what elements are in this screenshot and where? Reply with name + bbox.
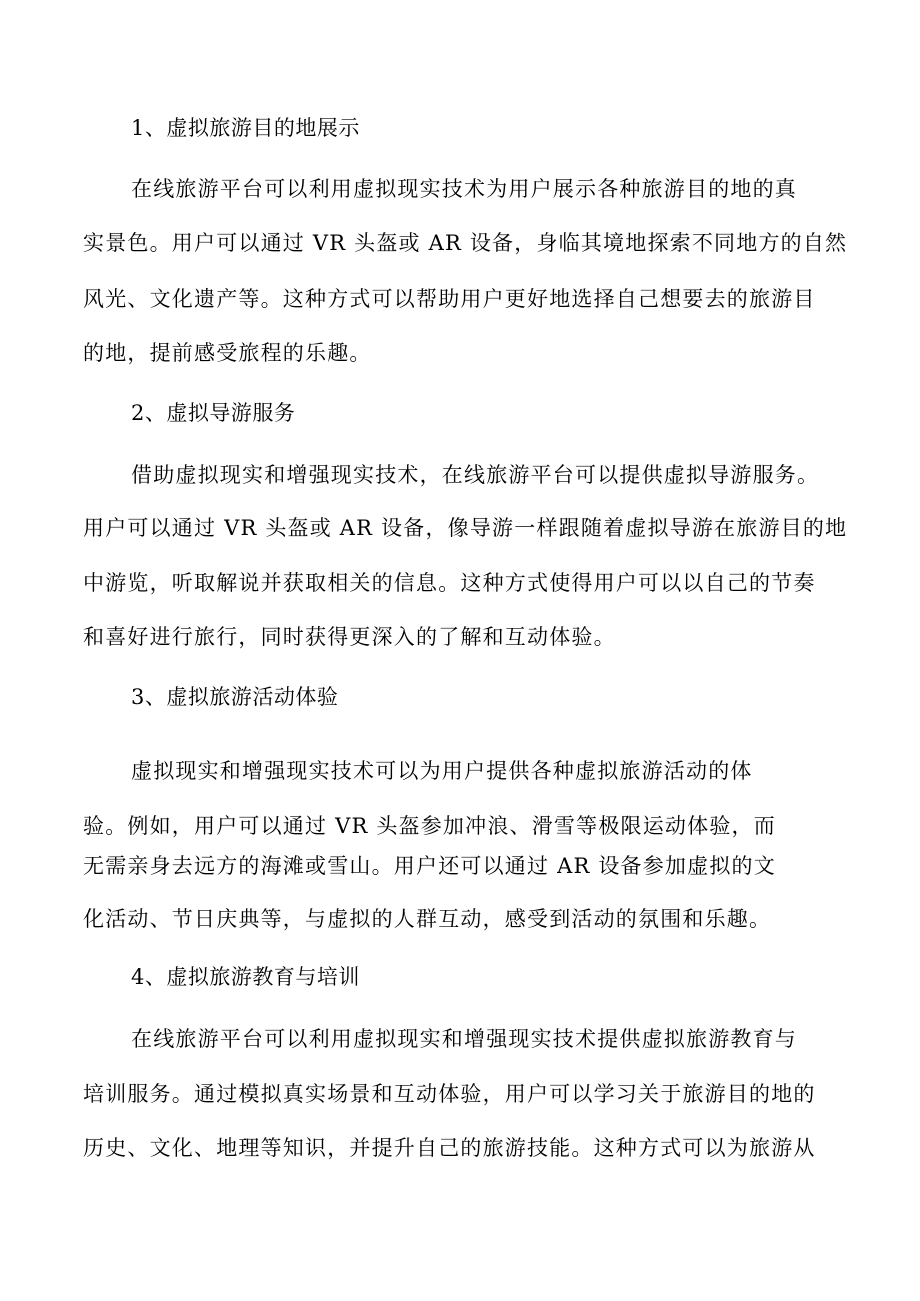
section-4-line-3: 历史、文化、地理等知识，并提升自己的旅游技能。这种方式可以为旅游从 [83,1136,816,1160]
section-3-line-4: 化活动、节日庆典等，与虚拟的人群互动，感受到活动的氛围和乐趣。 [83,907,772,931]
section-1-line-4: 的地，提前感受旅程的乐趣。 [83,341,372,365]
section-3-line-3: 无需亲身去远方的海滩或雪山。用户还可以通过 AR 设备参加虚拟的文 [83,854,776,878]
section-1-line-1: 在线旅游平台可以利用虚拟现实技术为用户展示各种旅游目的地的真 [131,177,797,201]
section-3-line-2: 验。例如，用户可以通过 VR 头盔参加冲浪、滑雪等极限运动体验，而 [83,814,776,838]
section-2-heading: 2、虚拟导游服务 [131,401,296,425]
section-1-line-2: 实景色。用户可以通过 VR 头盔或 AR 设备，身临其境地探索不同地方的自然 [83,231,848,255]
section-4-heading: 4、虚拟旅游教育与培训 [131,965,360,989]
section-1-line-3: 风光、文化遗产等。这种方式可以帮助用户更好地选择自己想要去的旅游目 [83,287,816,311]
section-4-line-1: 在线旅游平台可以利用虚拟现实和增强现实技术提供虚拟旅游教育与 [131,1027,797,1051]
section-3-heading: 3、虚拟旅游活动体验 [131,685,339,709]
section-2-line-1: 借助虚拟现实和增强现实技术，在线旅游平台可以提供虚拟导游服务。 [131,463,820,487]
section-3-line-1: 虚拟现实和增强现实技术可以为用户提供各种虚拟旅游活动的体 [131,759,753,783]
section-2-line-4: 和喜好进行旅行，同时获得更深入的了解和互动体验。 [83,625,616,649]
section-2-line-3: 中游览，听取解说并获取相关的信息。这种方式使得用户可以以自己的节奏 [83,571,816,595]
section-2-line-2: 用户可以通过 VR 头盔或 AR 设备，像导游一样跟随着虚拟导游在旅游目的地 [83,516,848,540]
section-4-line-2: 培训服务。通过模拟真实场景和互动体验，用户可以学习关于旅游目的地的 [83,1082,816,1106]
section-1-heading: 1、虚拟旅游目的地展示 [131,116,360,140]
